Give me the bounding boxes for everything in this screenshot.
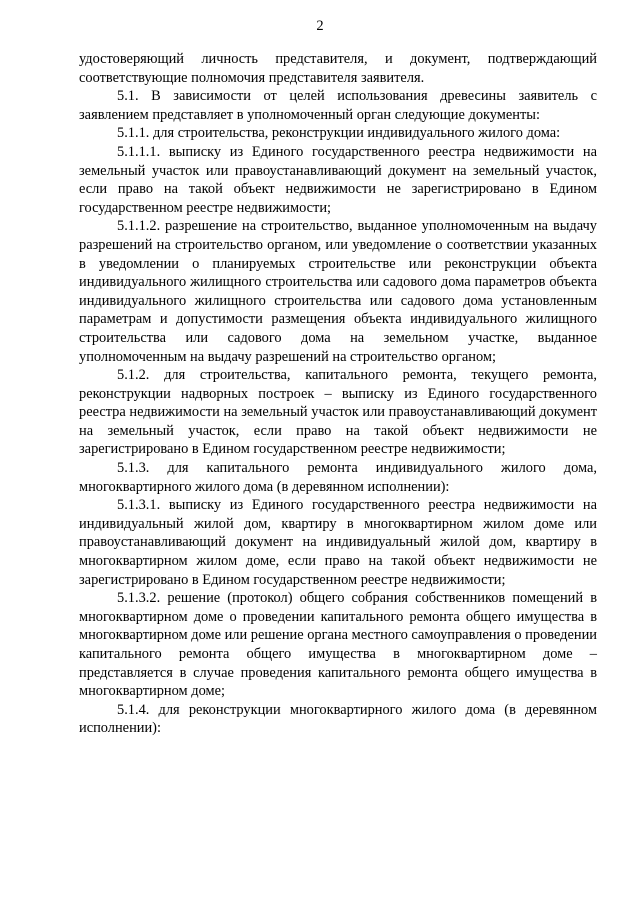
paragraph: 5.1. В зависимости от целей использования древесины заявитель с заявлением представляет в уполномоченный орган следующие документы: [79,88,597,123]
paragraph: 5.1.3.1. выписку из Единого государственного реестра недвижимости на индивидуальный жилой дом, квартиру в многоквартирном жилом доме или правоустанавливающий документ на индивидуальный жилой дом, квартиру в многоквартирном жилом доме, если право на такой объект недвижимости не зарегистрировано в Едином государственном реестре недвижимости; [79,497,597,588]
paragraph: 5.1.3. для капитального ремонта индивидуального жилого дома, многоквартирного жилого дома (в деревянном исполнении): [79,460,597,495]
document-body [79,50,597,738]
paragraph: 5.1.2. для строительства, капитального ремонта, текущего ремонта, реконструкции надворных построек – выписку из Единого государственного реестра недвижимости на земельный участок или правоустанавливающий документ на земельный участок, если право на такой объект недвижимости не зарегистрировано в Едином государственном реестре недвижимости; [79,367,597,458]
paragraph: 5.1.1.2. разрешение на строительство, выданное уполномоченным на выдачу разрешений на строительство органом, или уведомление о соответствии указанных в уведомлении о планируемых строительстве или реконструкции объекта индивидуального жилищного строительства или садового дома параметров объекта индивидуального жилищного строительства или садового дома установленным параметрам и допустимости размещения объекта индивидуального жилищного строительства или садового дома на земельном участке, выданное уполномоченным на выдачу разрешений на строительство органом; [79,218,597,365]
paragraph: 5.1.1.1. выписку из Единого государственного реестра недвижимости на земельный участок или правоустанавливающий документ на земельный участок, если право на такой объект недвижимости не зарегистрировано в Едином государственном реестре недвижимости; [79,143,597,216]
paragraph: 5.1.3.2. решение (протокол) общего собрания собственников помещений в многоквартирном доме о проведении капитального ремонта общего имущества в многоквартирном доме или решение органа местного самоуправления о проведении капитального ремонта общего имущества в многоквартирном доме – представляется в случае проведения капитального ремонта общего имущества в многоквартирном доме; [79,590,597,700]
page-number: 2 [316,18,324,34]
paragraph: удостоверяющий личность представителя, и документ, подтверждающий соответствующие полномочия представителя заявителя. [79,51,597,86]
paragraph: 5.1.1. для строительства, реконструкции индивидуального жилого дома: [117,125,561,142]
paragraph: 5.1.4. для реконструкции многоквартирного жилого дома (в деревянном исполнении): [79,701,597,737]
